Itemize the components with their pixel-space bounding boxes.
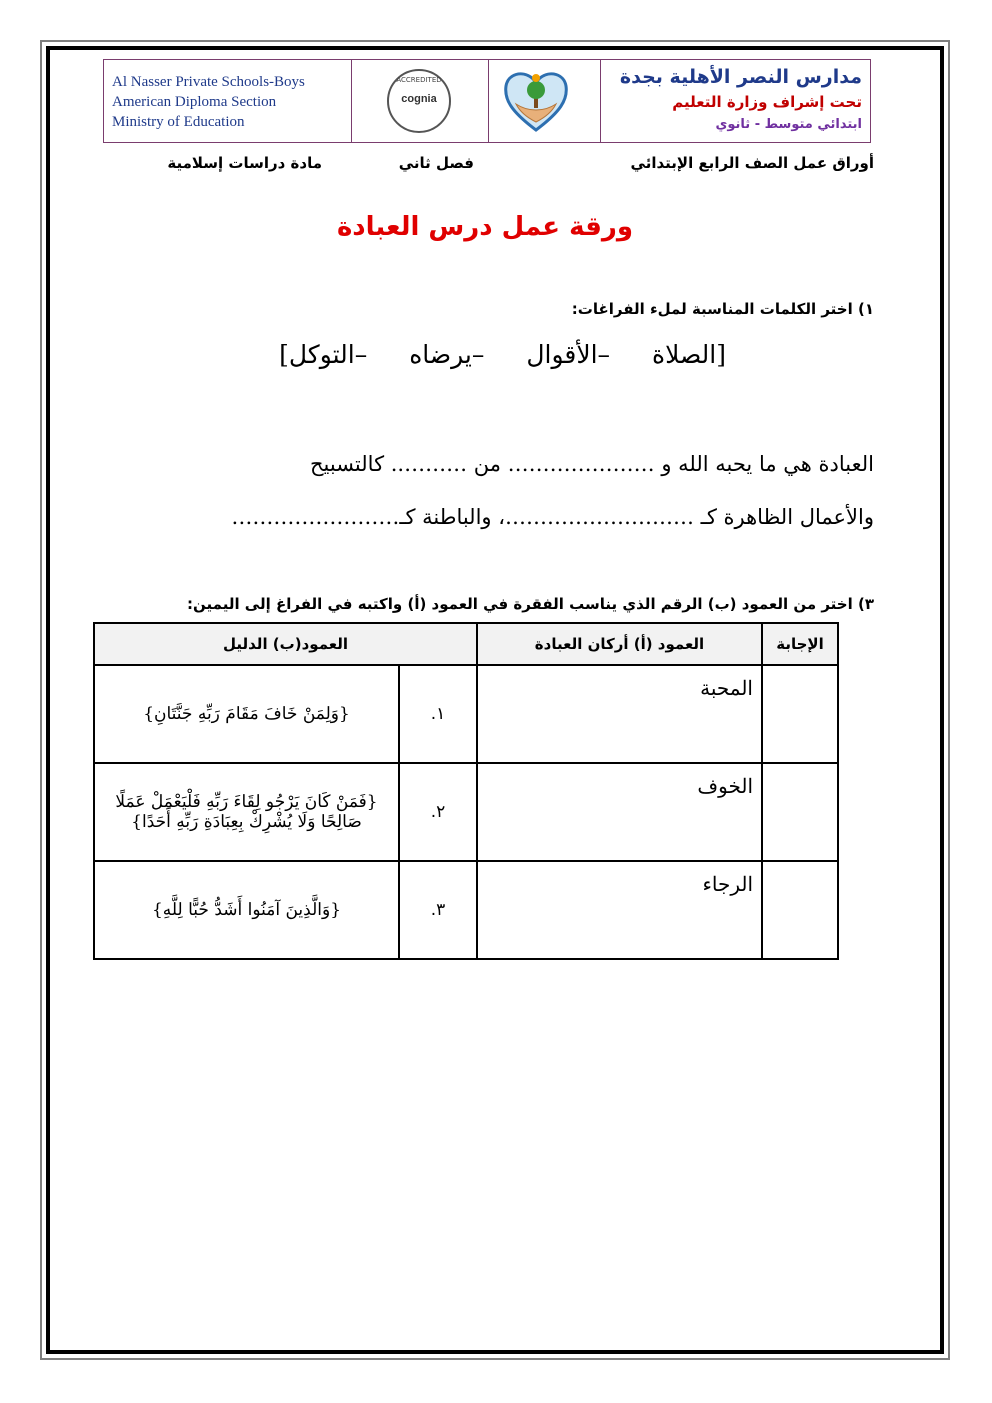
question1-prompt: ١) اختر الكلمات المناسبة لملء الفراغات: xyxy=(571,300,874,318)
word-bank xyxy=(245,340,726,369)
term-label: فصل ثاني xyxy=(398,154,474,172)
word-bank-item: –الأقوال xyxy=(526,340,611,369)
header-divider xyxy=(351,60,352,142)
header-column-b: العمود(ب) الدليل xyxy=(94,623,477,665)
evidence-cell: {فَمَنْ كَانَ يَرْجُو لِقَاءَ رَبِّهِ فَلْيَعْمَلْ عَمَلًا صَالِحًا وَلَا يُشْرِكْ بِعِبَادَةِ رَبِّهِ أَحَدًا} xyxy=(94,763,399,861)
matching-table xyxy=(93,622,839,960)
word-bank-item: [الصلاة xyxy=(651,340,726,369)
header-answer: الإجابة xyxy=(762,623,838,665)
heart-hands-tree-logo-icon xyxy=(502,68,570,134)
header-divider xyxy=(488,60,489,142)
school-name: مدارس النصر الأهلية بجدة xyxy=(619,66,862,88)
header-divider xyxy=(600,60,601,142)
table-row xyxy=(94,861,838,959)
answer-cell[interactable] xyxy=(762,665,838,763)
table-row xyxy=(94,665,838,763)
header-english xyxy=(112,72,305,132)
evidence-number: ١. xyxy=(399,665,477,763)
table-header-row xyxy=(94,623,838,665)
evidence-cell: {وَالَّذِينَ آمَنُوا أَشَدُّ حُبًّا لِلَّهِ} xyxy=(94,861,399,959)
subject-label: مادة دراسات إسلامية xyxy=(167,154,322,172)
answer-cell[interactable] xyxy=(762,763,838,861)
stages-line: ابتدائي متوسط - ثانوي xyxy=(715,117,862,132)
evidence-number: ٢. xyxy=(399,763,477,861)
table-row xyxy=(94,763,838,861)
fill-blank-sentence-1[interactable]: العبادة هي ما يحبه الله و ………………… من ……….. كالتسبيح xyxy=(309,452,874,476)
evidence-number: ٣. xyxy=(399,861,477,959)
cognia-arc-text: ACCREDITED xyxy=(396,76,442,84)
header-arabic xyxy=(612,64,862,136)
pillar-cell: المحبة xyxy=(477,665,762,763)
cognia-word: cognia xyxy=(401,93,437,105)
answer-cell[interactable] xyxy=(762,861,838,959)
header-column-a: العمود (أ) أركان العبادة xyxy=(477,623,762,665)
worksheet-title: ورقة عمل درس العبادة xyxy=(336,212,634,242)
header-english-line: American Diploma Section xyxy=(112,94,277,110)
fill-blank-sentence-2[interactable]: والأعمال الظاهرة كـ ………………………، والباطنة كـ…………………… xyxy=(231,505,874,529)
evidence-cell: {وَلِمَنْ خَافَ مَقَامَ رَبِّهِ جَنَّتَانِ} xyxy=(94,665,399,763)
ministry-line: تحت إشراف وزارة التعليم xyxy=(672,93,862,111)
pillar-cell: الرجاء xyxy=(477,861,762,959)
word-bank-item: –يرضاه xyxy=(409,340,485,369)
pillar-cell: الخوف xyxy=(477,763,762,861)
grade-label: أوراق عمل الصف الرابع الإبتدائي xyxy=(630,154,874,172)
school-header xyxy=(103,59,871,143)
header-english-line: Al Nasser Private Schools-Boys xyxy=(112,74,305,90)
question2-prompt: ٣) اختر من العمود (ب) الرقم الذي يناسب الفقرة في العمود (أ) واكتبه في الفراغ إلى اليمين: xyxy=(187,595,874,613)
cognia-logo xyxy=(387,69,451,133)
word-bank-item: –التوكل] xyxy=(279,340,368,369)
header-english-line: Ministry of Education xyxy=(112,114,245,130)
